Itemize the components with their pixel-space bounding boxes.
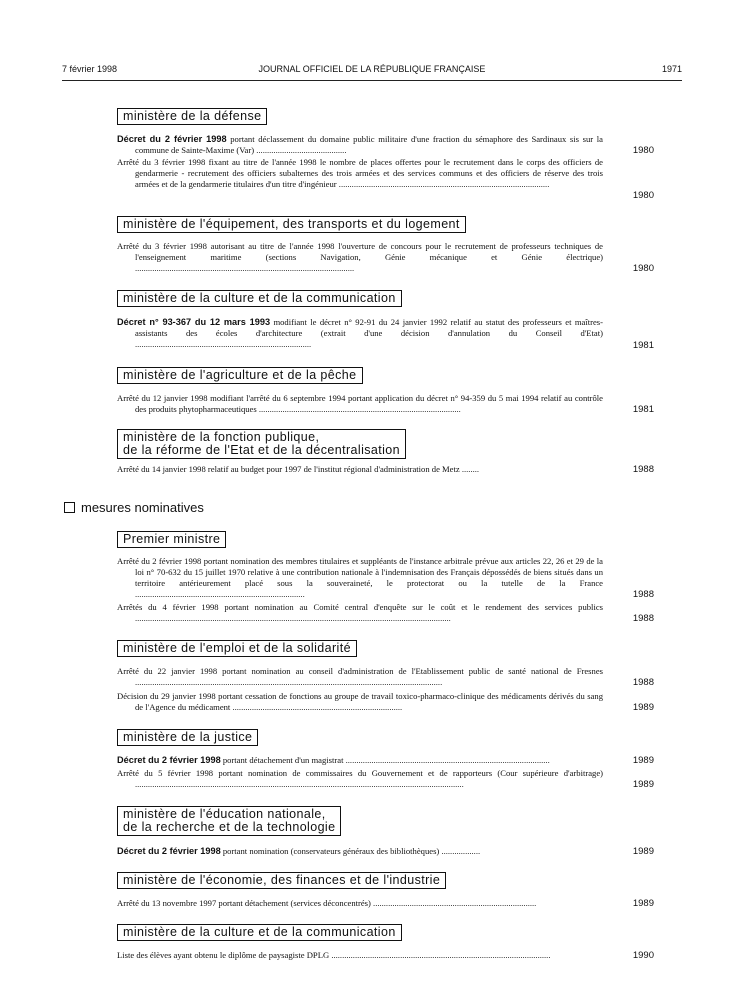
entry-page: 1989 xyxy=(632,779,654,790)
entry-page: 1988 xyxy=(632,464,654,475)
header-rule xyxy=(62,80,682,81)
entry-page: 1980 xyxy=(632,263,654,274)
entry-text: portant déclassement du domaine public militaire d'une fraction du sémaphore des Sardinaux sis sur la commune de Sainte-Maxime (Var) xyxy=(135,134,603,156)
entry-bold: Décret n° 93-367 du 12 mars 1993 xyxy=(117,317,271,327)
entry-text: Arrêté du 3 février 1998 autorisant au titre de l'année 1998 l'ouverture de concours pour le recrutement de professeurs techniques de l'enseignement maritime (sections Navigation, Génie mécanique et Génie électrique) xyxy=(117,241,603,263)
mesures-nominatives-heading xyxy=(64,500,204,515)
entry-text: portant détachement d'un magistrat xyxy=(220,755,344,765)
heading-text: mesures nominatives xyxy=(81,500,204,515)
entry-text: Liste des élèves ayant obtenu le diplôme de paysagiste DPLG xyxy=(117,950,330,960)
entry-page: 1980 xyxy=(632,145,654,156)
ministry-title: Premier ministre xyxy=(123,532,221,546)
entry-page: 1989 xyxy=(632,702,654,713)
toc-entry[interactable]: Arrêté du 22 janvier 1998 portant nomination au conseil d'administration de l'Etablissement public de santé national de Fresnes ............................................................................................................................................... xyxy=(117,666,603,688)
entry-bold: Décret du 2 février 1998 xyxy=(117,846,221,856)
entry-page: 1980 xyxy=(632,190,654,201)
entry-text: Arrêté du 14 janvier 1998 relatif au budget pour 1997 de l'institut régional d'administration de Metz xyxy=(117,464,460,474)
ministry-title: ministère de l'agriculture et de la pêche xyxy=(123,368,357,382)
toc-entry[interactable]: Décret du 2 février 1998 portant détachement d'un magistrat ............................................................................................... xyxy=(117,755,550,765)
entry-page: 1988 xyxy=(632,613,654,624)
ministry-box-justice xyxy=(117,729,258,746)
ministry-title: ministère de l'équipement, des transports et du logement xyxy=(123,217,460,231)
ministry-title: ministère de la culture et de la communication xyxy=(123,925,396,939)
checkbox-square-icon xyxy=(64,502,75,513)
ministry-title: ministère de l'économie, des finances et de l'industrie xyxy=(123,873,441,887)
toc-entry[interactable]: Décret du 2 février 1998 portant nomination (conservateurs généraux des bibliothèques) .................. xyxy=(117,846,481,856)
ministry-title: ministère de la justice xyxy=(123,730,253,744)
ministry-title: ministère de la fonction publique, xyxy=(123,430,320,444)
page-header xyxy=(62,64,682,76)
ministry-box-premier-ministre xyxy=(117,531,226,548)
toc-entry[interactable]: Décret n° 93-367 du 12 mars 1993 modifiant le décret n° 92-91 du 24 janvier 1992 relatif au statut des professeurs et maîtres-assistants des écoles d'architecture (extrait d'une décision d'annulation du Conseil d'Etat) .................................................................................. xyxy=(117,317,603,350)
ministry-box-fonction-publique xyxy=(117,429,406,459)
entry-page: 1989 xyxy=(632,846,654,857)
entry-page: 1988 xyxy=(632,589,654,600)
entry-text: Arrêté du 12 janvier 1998 modifiant l'arrêté du 6 septembre 1994 portant application du décret n° 94-359 du 5 mai 1994 relatif au contrôle des produits phytopharmaceutiques xyxy=(117,393,603,415)
ministry-box-education xyxy=(117,806,341,836)
ministry-box-economie xyxy=(117,872,446,889)
header-date: 7 février 1998 xyxy=(62,64,118,74)
toc-entry[interactable]: Arrêté du 3 février 1998 fixant au titre de l'année 1998 le nombre de places offertes pour le recrutement dans le corps des officiers de gendarmerie - recrutement des officiers subalternes des trois armées et des services communs et des officiers de réserve des trois armées et de la gendarmerie titulaires d'un titre d'ingénieur .................................................................................................. xyxy=(117,157,603,190)
entry-text: portant nomination (conservateurs généraux des bibliothèques) xyxy=(220,846,440,856)
ministry-title: de la réforme de l'Etat et de la décentralisation xyxy=(123,443,400,457)
toc-entry[interactable]: Liste des élèves ayant obtenu le diplôme de paysagiste DPLG ...................................................................................................... xyxy=(117,950,551,960)
toc-entry[interactable]: Arrêté du 3 février 1998 autorisant au titre de l'année 1998 l'ouverture de concours pour le recrutement de professeurs techniques de l'enseignement maritime (sections Navigation, Génie mécanique et Génie électrique) ...................................................................................................... xyxy=(117,241,603,274)
header-page-number: 1971 xyxy=(661,64,682,74)
ministry-title: ministère de l'emploi et de la solidarité xyxy=(123,641,351,655)
ministry-title: ministère de la culture et de la communication xyxy=(123,291,396,305)
ministry-title: ministère de la défense xyxy=(123,109,262,123)
entry-page: 1981 xyxy=(632,404,654,415)
ministry-title: ministère de l'éducation nationale, xyxy=(123,807,326,821)
ministry-title: de la recherche et de la technologie xyxy=(123,820,336,834)
ministry-box-agriculture xyxy=(117,367,363,384)
entry-text: modifiant le décret n° 92-91 du 24 janvier 1992 relatif au statut des professeurs et maîtres-assistants des écoles d'architecture (extrait d'une décision d'annulation du Conseil d'Etat) xyxy=(135,317,603,339)
entry-text: Arrêtés du 4 février 1998 portant nomination au Comité central d'enquête sur le coût et le rendement des services publics xyxy=(117,602,603,612)
toc-entry[interactable]: Arrêté du 12 janvier 1998 modifiant l'arrêté du 6 septembre 1994 portant application du décret n° 94-359 du 5 mai 1994 relatif au contrôle des produits phytopharmaceutiques .............................................................................................. xyxy=(117,393,603,415)
toc-entry[interactable]: Arrêté du 5 février 1998 portant nomination de commissaires du Gouvernement et de rapporteurs (Cour supérieure d'arbitrage) ......................................................................................................................................................... xyxy=(117,768,603,790)
entry-text: Décision du 29 janvier 1998 portant cessation de fonctions au groupe de travail toxico-pharmaco-clinique des médicaments dérivés du sang de l'Agence du médicament xyxy=(117,691,603,713)
entry-text: Arrêté du 5 février 1998 portant nomination de commissaires du Gouvernement et de rapporteurs (Cour supérieure d'arbitrage) xyxy=(117,768,603,778)
toc-entry[interactable]: Arrêtés du 4 février 1998 portant nomination au Comité central d'enquête sur le coût et le rendement des services publics ................................................................................................................................................... xyxy=(117,602,603,624)
ministry-box-equipement xyxy=(117,216,466,233)
entry-bold: Décret du 2 février 1998 xyxy=(117,755,221,765)
entry-page: 1981 xyxy=(632,340,654,351)
ministry-box-culture xyxy=(117,924,402,941)
toc-entry[interactable]: Décision du 29 janvier 1998 portant cessation de fonctions au groupe de travail toxico-pharmaco-clinique des médicaments dérivés du sang de l'Agence du médicament ............................................................................... xyxy=(117,691,603,713)
entry-page: 1990 xyxy=(632,950,654,961)
entry-text: Arrêté du 13 novembre 1997 portant détachement (services déconcentrés) xyxy=(117,898,371,908)
entry-page: 1989 xyxy=(632,898,654,909)
entry-bold: Décret du 2 février 1998 xyxy=(117,134,227,144)
ministry-box-emploi xyxy=(117,640,357,657)
entry-page: 1988 xyxy=(632,677,654,688)
toc-entry[interactable]: Décret du 2 février 1998 portant déclassement du domaine public militaire d'une fraction du sémaphore des Sardinaux sis sur la commune de Sainte-Maxime (Var) .......................................... xyxy=(117,134,603,156)
toc-entry[interactable]: Arrêté du 13 novembre 1997 portant détachement (services déconcentrés) ............................................................................ xyxy=(117,898,537,908)
header-journal-title: JOURNAL OFFICIEL DE LA RÉPUBLIQUE FRANÇAISE xyxy=(258,64,486,74)
ministry-box-culture xyxy=(117,290,402,307)
entry-text: Arrêté du 22 janvier 1998 portant nomination au conseil d'administration de l'Etablissement public de santé national de Fresnes xyxy=(117,666,603,676)
entry-text: Arrêté du 2 février 1998 portant nomination des membres titulaires et suppléants de l'instance arbitrale prévue aux articles 22, 26 et 29 de la loi n° 70-632 du 15 juillet 1970 relative à une contribution nationale à l'indemnisation des Français dépossédés de biens situés dans un territoire antérieurement placé sous la souveraineté, le protectorat ou la tutelle de la France xyxy=(117,556,603,589)
entry-page: 1989 xyxy=(632,755,654,766)
entry-text: Arrêté du 3 février 1998 fixant au titre de l'année 1998 le nombre de places offertes pour le recrutement dans le corps des officiers de gendarmerie - recrutement des officiers subalternes des trois armées et des services communs et des officiers de réserve des trois armées et de la gendarmerie titulaires d'un titre d'ingénieur xyxy=(117,157,603,190)
toc-entry[interactable]: Arrêté du 14 janvier 1998 relatif au budget pour 1997 de l'institut régional d'administration de Metz ........ xyxy=(117,464,480,474)
toc-entry[interactable]: Arrêté du 2 février 1998 portant nomination des membres titulaires et suppléants de l'instance arbitrale prévue aux articles 22, 26 et 29 de la loi n° 70-632 du 15 juillet 1970 relative à une contribution nationale à l'indemnisation des Français dépossédés de biens situés dans un territoire antérieurement placé sous la souveraineté, le protectorat ou la tutelle de la France ............................................................................... xyxy=(117,556,603,600)
ministry-box-defense xyxy=(117,108,267,125)
